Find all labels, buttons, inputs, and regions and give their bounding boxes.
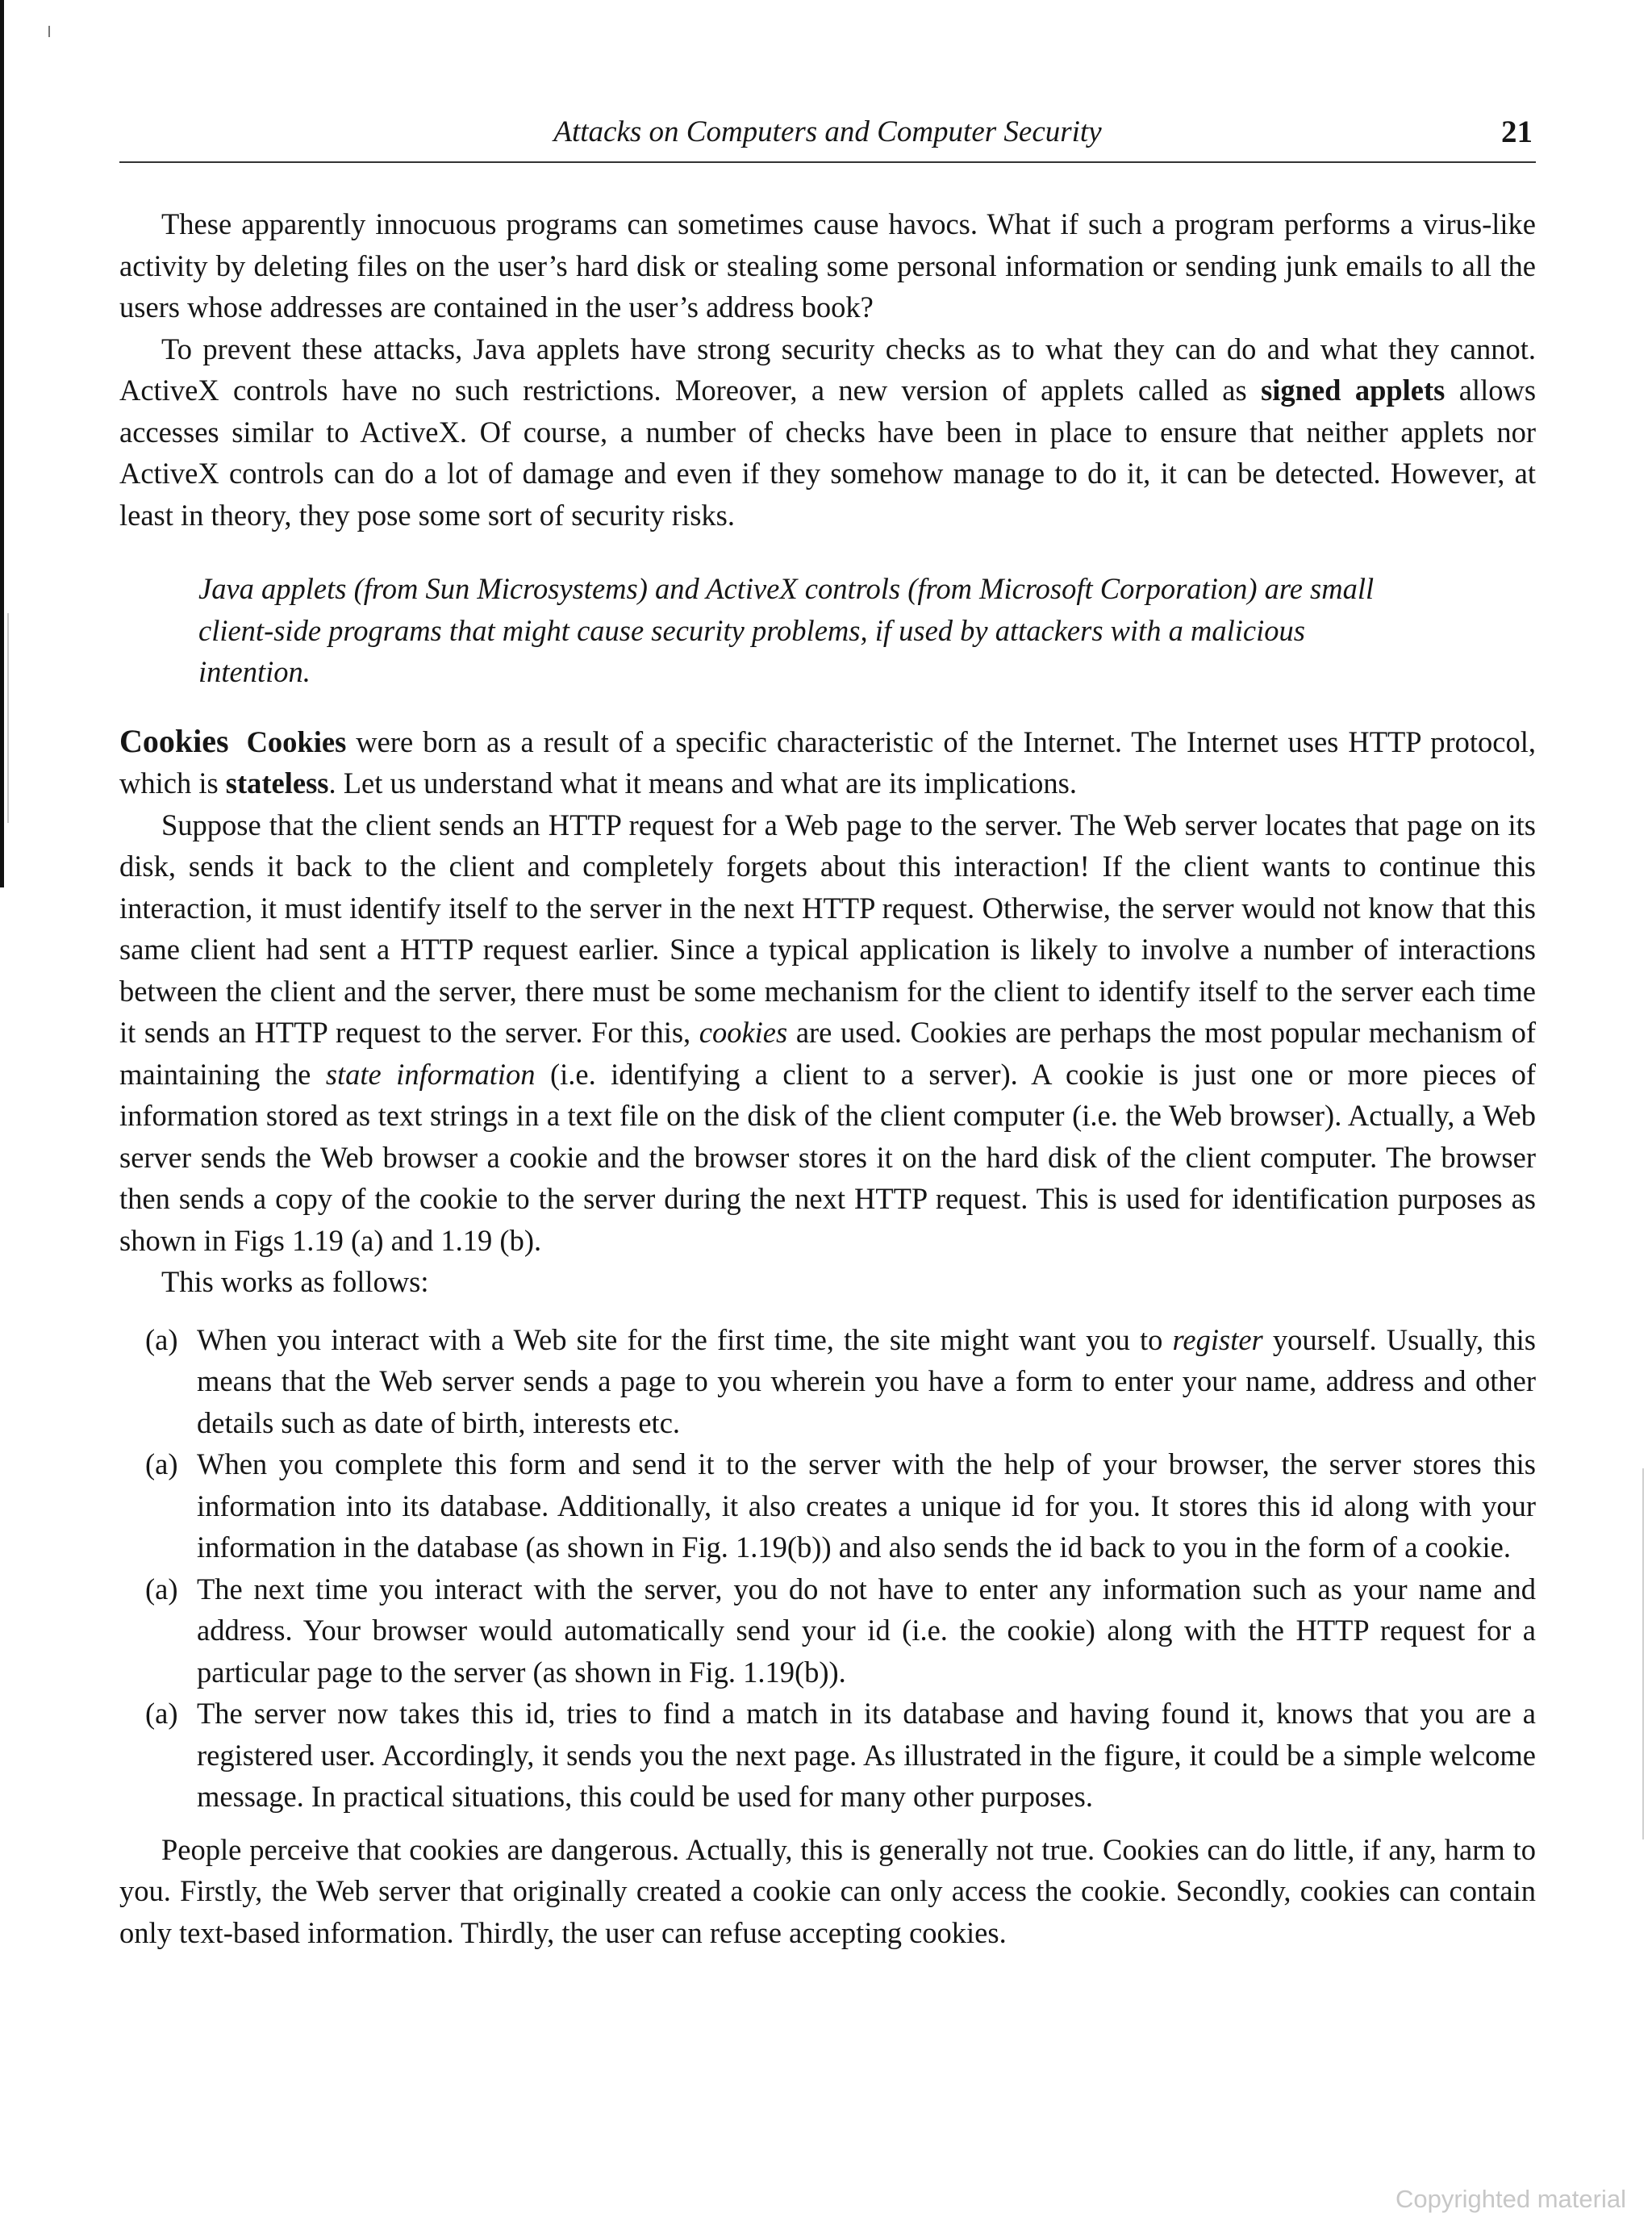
list-item — [119, 1319, 1536, 1444]
running-title: Attacks on Computers and Computer Security — [553, 115, 1102, 148]
steps-list — [119, 1319, 1536, 1818]
term-register: register — [1172, 1322, 1263, 1356]
page-number: 21 — [1501, 115, 1533, 149]
list-item-text: When you interact with a Web site for the first time, the site might want you to — [197, 1322, 1163, 1356]
summary-callout: Java applets (from Sun Microsystems) and ActiveX controls (from Microsoft Corporation) are small client-side programs that might cause security problems, if used by attackers with a malicious intention. — [198, 572, 1375, 688]
paragraph-havocs: These apparently innocuous programs can sometimes cause havocs. What if such a program performs a virus-like activity by deleting files on the user’s hard disk or stealing some personal information or sending junk emails to all the users whose addresses are contained in the user’s address book? — [119, 207, 1536, 324]
term-signed-applets: signed applets — [1261, 374, 1446, 407]
paragraph-cookies-dangerous: People perceive that cookies are dangerous. Actually, this is generally not true. Cookies can do little, if any, harm to you. Firstly, the Web server that originally created a cookie can only access the cookie. Secondly, cookies can contain only text-based information. Thirdly, the user can refuse accepting cookies. — [119, 1832, 1536, 1949]
list-marker: (a) — [145, 1572, 178, 1606]
paragraph-cookies-intro — [119, 720, 1536, 804]
list-item — [119, 1693, 1536, 1818]
scan-right-edge-line — [1642, 1468, 1644, 1839]
term-cookies-italic: cookies — [699, 1016, 788, 1049]
list-item-text: The next time you interact with the server, you do not have to enter any information such as your name and address. Your browser would automatically send your id (i.e. the cookie) along with the HTTP request for a particular page to the server (as shown in Fig. 1.19(b)). — [197, 1572, 1536, 1689]
scan-margin-line — [7, 613, 9, 823]
list-item-text: yourself. Usually, this means that the Web server sends a page to you wherein you have a form to enter your name, address and other details such as date of birth, interests etc. — [197, 1322, 1536, 1439]
running-header — [119, 113, 1536, 163]
page-body — [119, 203, 1536, 1953]
list-marker: (a) — [145, 1697, 178, 1730]
paragraph-http-request — [119, 804, 1536, 1262]
copyright-watermark: Copyrighted material — [1395, 2185, 1626, 2213]
paragraph-text: allows accesses similar to ActiveX. Of course, a number of checks have been in place to ensure that neither applets nor ActiveX controls can do a lot of damage and even if they somehow manage to do it, it can be detected. However, at least in theory, they pose some sort of security risks. — [119, 374, 1537, 532]
paragraph-text: were born as a result of a specific characteristic of the Internet. The Internet uses HTTP protocol, which is — [119, 724, 1537, 800]
paragraph-text: are used. Cookies are perhaps the most popular mechanism of maintaining the — [119, 1016, 1537, 1091]
list-item-text: When you complete this form and send it to the server with the help of your browser, the server stores this information into its database. Additionally, it also creates a unique id for you. It stores this id along with your information in the database (as shown in Fig. 1.19(b)) and also sends the id back to you in the form of a cookie. — [197, 1447, 1536, 1564]
term-cookies: Cookies — [246, 724, 347, 758]
section-heading-cookies: Cookies — [119, 722, 229, 759]
list-marker: (a) — [145, 1447, 178, 1480]
paragraph-prevent-attacks — [119, 328, 1536, 537]
list-item-text: The server now takes this id, tries to find a match in its database and having found it, knows that you are a registered user. Accordingly, it sends you the next page. As illustrated in the figure, it could be a simple welcome message. In practical situations, this could be used for many other purposes. — [197, 1697, 1536, 1813]
paragraph-text: (i.e. identifying a client to a server). A cookie is just one or more pieces of information stored as text strings in a text file on the disk of the client computer (i.e. the Web browser). Actually, a Web server sends the Web browser a cookie and the browser stores it on the hard disk of the client computer. The browser then sends a copy of the cookie to the server during the next HTTP request. This is used for identification purposes as shown in Figs 1.19 (a) and 1.19 (b). — [119, 1057, 1537, 1257]
list-item — [119, 1568, 1536, 1693]
paragraph-works-as-follows: This works as follows: — [161, 1265, 429, 1298]
term-state-information: state information — [325, 1057, 536, 1091]
list-item — [119, 1443, 1536, 1568]
scan-mark — [48, 26, 50, 37]
page-binding-shadow — [0, 0, 4, 887]
term-stateless: stateless — [225, 766, 329, 800]
paragraph-text: . Let us understand what it means and what are its implications. — [328, 766, 1078, 800]
list-marker: (a) — [145, 1322, 178, 1356]
paragraph-text: To prevent these attacks, Java applets have strong security checks as to what they can do and what they cannot. ActiveX controls have no such restrictions. Moreover, a new version of applets called as — [119, 332, 1536, 407]
paragraph-text: Suppose that the client sends an HTTP request for a Web page to the server. The Web server locates that page on its disk, sends it back to the client and completely forgets about this interaction! If the client wants to continue this interaction, it must identify itself to the server in the next HTTP request. Otherwise, the server would not know that this same client had sent a HTTP request earlier. Since a typical application is likely to involve a number of interactions between the client and the server, there must be some mechanism for the client to identify itself to the server each time it sends an HTTP request to the server. For this, — [119, 808, 1536, 1049]
